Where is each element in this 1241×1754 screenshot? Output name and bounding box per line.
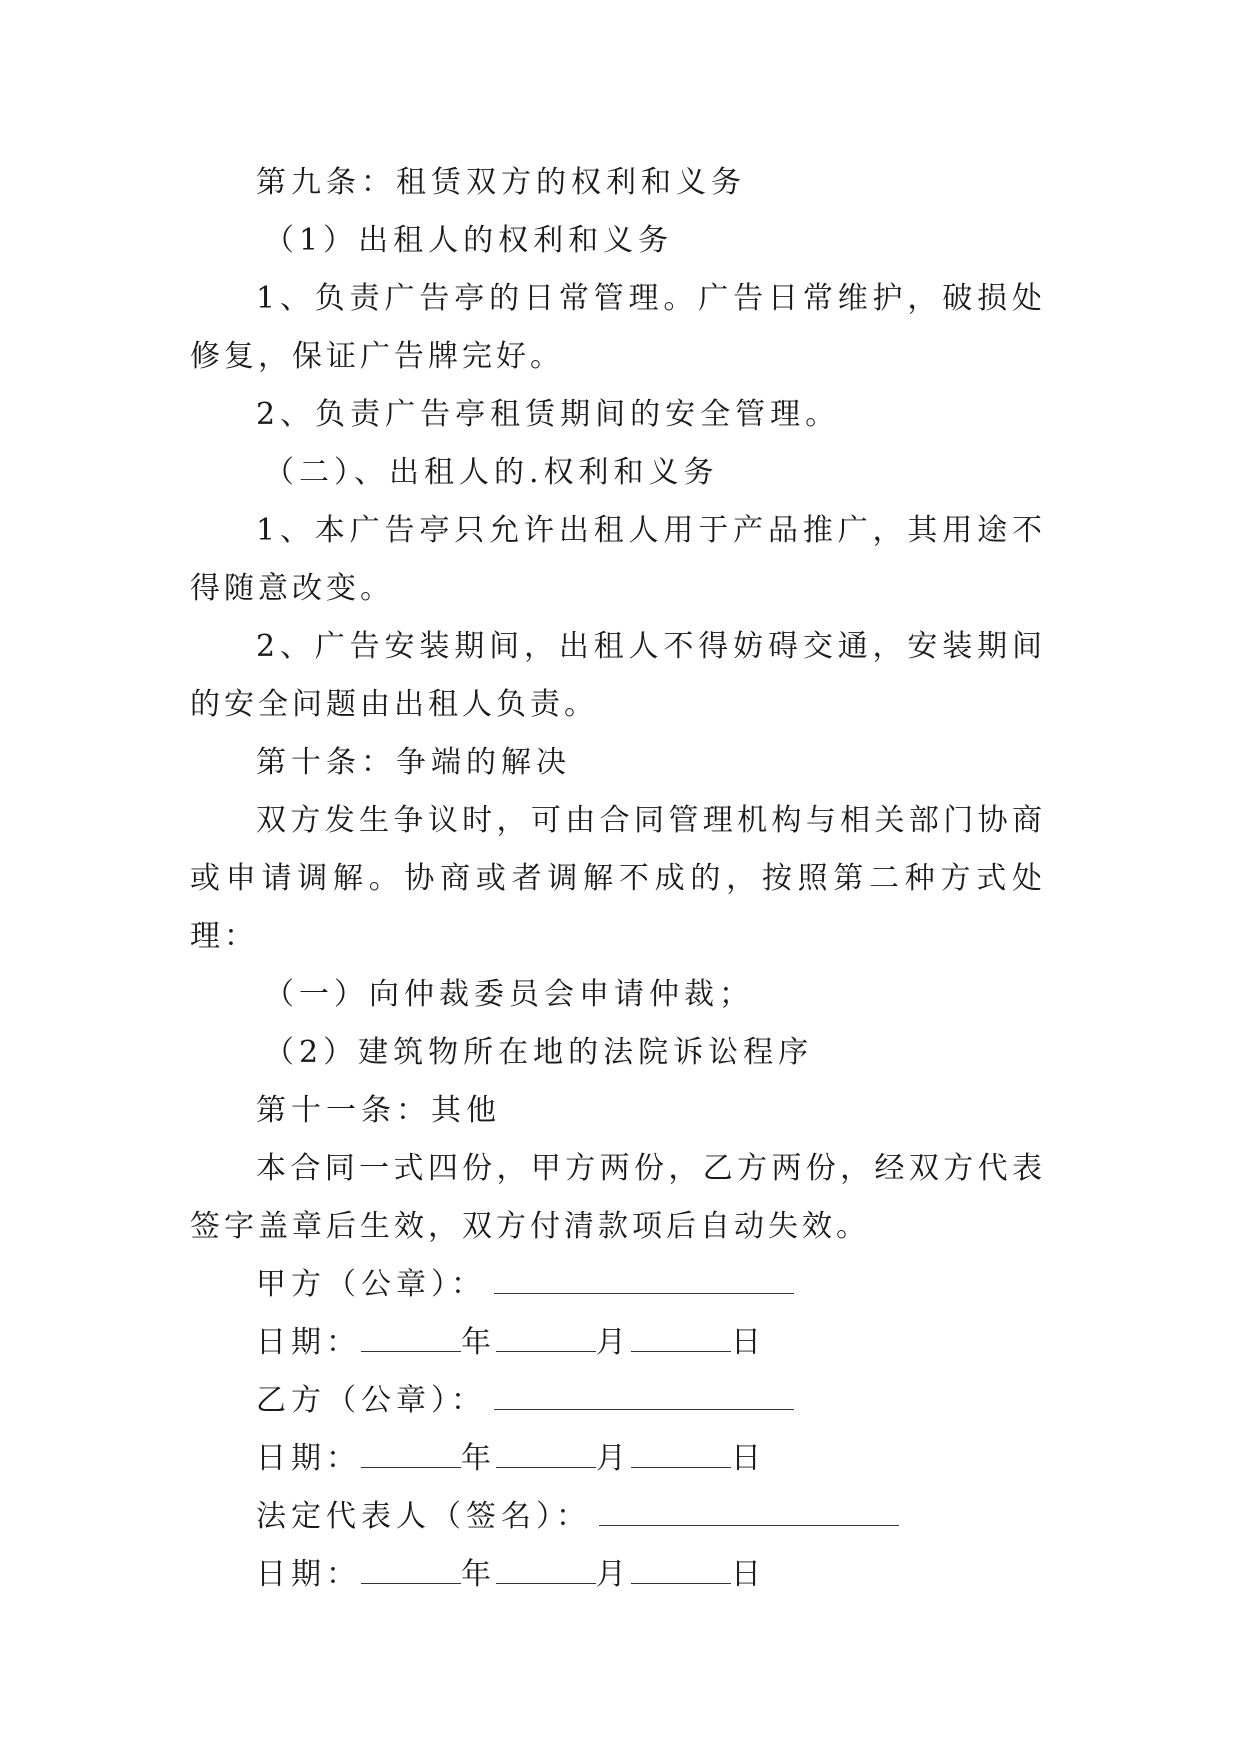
section-2-item-2: 2、广告安装期间，出租人不得妨碍交通，安装期间的安全问题由出租人负责。 (190, 629, 1046, 722)
article-10-option-1: （一）向仲裁委员会申请仲裁； (264, 977, 754, 1012)
month-field[interactable] (496, 1553, 596, 1584)
month-label: 月 (596, 1557, 631, 1592)
party-a-label: 甲方（公章）： (256, 1267, 486, 1302)
month-field[interactable] (496, 1437, 596, 1468)
article-10-body: 双方发生争议时，可由合同管理机构与相关部门协商或申请调解。协商或者调解不成的，按照第二种方式处理： (190, 803, 1046, 954)
month-label: 月 (596, 1441, 631, 1476)
section-2-item-1: 1、本广告亭只允许出租人用于产品推广，其用途不得随意改变。 (190, 513, 1046, 606)
section-2-title: （二）、出租人的.权利和义务 (264, 455, 719, 490)
legal-rep-signature-line (190, 1488, 1046, 1546)
date-label: 日期： (256, 1557, 361, 1592)
day-field[interactable] (631, 1437, 731, 1468)
party-b-seal-line (190, 1372, 1046, 1430)
year-label: 年 (461, 1441, 496, 1476)
article-9-title: 第九条：租赁双方的权利和义务 (256, 165, 746, 200)
article-10-title: 第十条：争端的解决 (256, 745, 571, 780)
section-1-title: （1）出租人的权利和义务 (264, 223, 674, 258)
day-label: 日 (731, 1441, 766, 1476)
legal-rep-label: 法定代表人（签名）： (256, 1499, 591, 1534)
date-label: 日期： (256, 1325, 361, 1360)
year-label: 年 (461, 1325, 496, 1360)
year-label: 年 (461, 1557, 496, 1592)
party-b-label: 乙方（公章）： (256, 1383, 486, 1418)
party-b-seal-field[interactable] (494, 1379, 794, 1410)
party-a-seal-line (190, 1256, 1046, 1314)
year-field[interactable] (361, 1321, 461, 1352)
party-a-date-line (190, 1314, 1046, 1372)
day-label: 日 (731, 1557, 766, 1592)
month-label: 月 (596, 1325, 631, 1360)
section-1-item-2: 2、负责广告亭租赁期间的安全管理。 (256, 397, 841, 432)
section-1-item-1: 1、负责广告亭的日常管理。广告日常维护，破损处修复，保证广告牌完好。 (190, 281, 1046, 374)
month-field[interactable] (496, 1321, 596, 1352)
party-b-date-line (190, 1430, 1046, 1488)
party-a-seal-field[interactable] (494, 1263, 794, 1294)
article-11-title: 第十一条：其他 (256, 1093, 501, 1128)
day-label: 日 (731, 1325, 766, 1360)
contract-page (190, 154, 1046, 1604)
year-field[interactable] (361, 1437, 461, 1468)
year-field[interactable] (361, 1553, 461, 1584)
legal-rep-signature-field[interactable] (599, 1495, 899, 1526)
article-11-body: 本合同一式四份，甲方两份，乙方两份，经双方代表签字盖章后生效，双方付清款项后自动失效。 (190, 1151, 1046, 1244)
day-field[interactable] (631, 1553, 731, 1584)
legal-rep-date-line (190, 1546, 1046, 1604)
date-label: 日期： (256, 1441, 361, 1476)
day-field[interactable] (631, 1321, 731, 1352)
article-10-option-2: （2）建筑物所在地的法院诉讼程序 (264, 1035, 814, 1070)
